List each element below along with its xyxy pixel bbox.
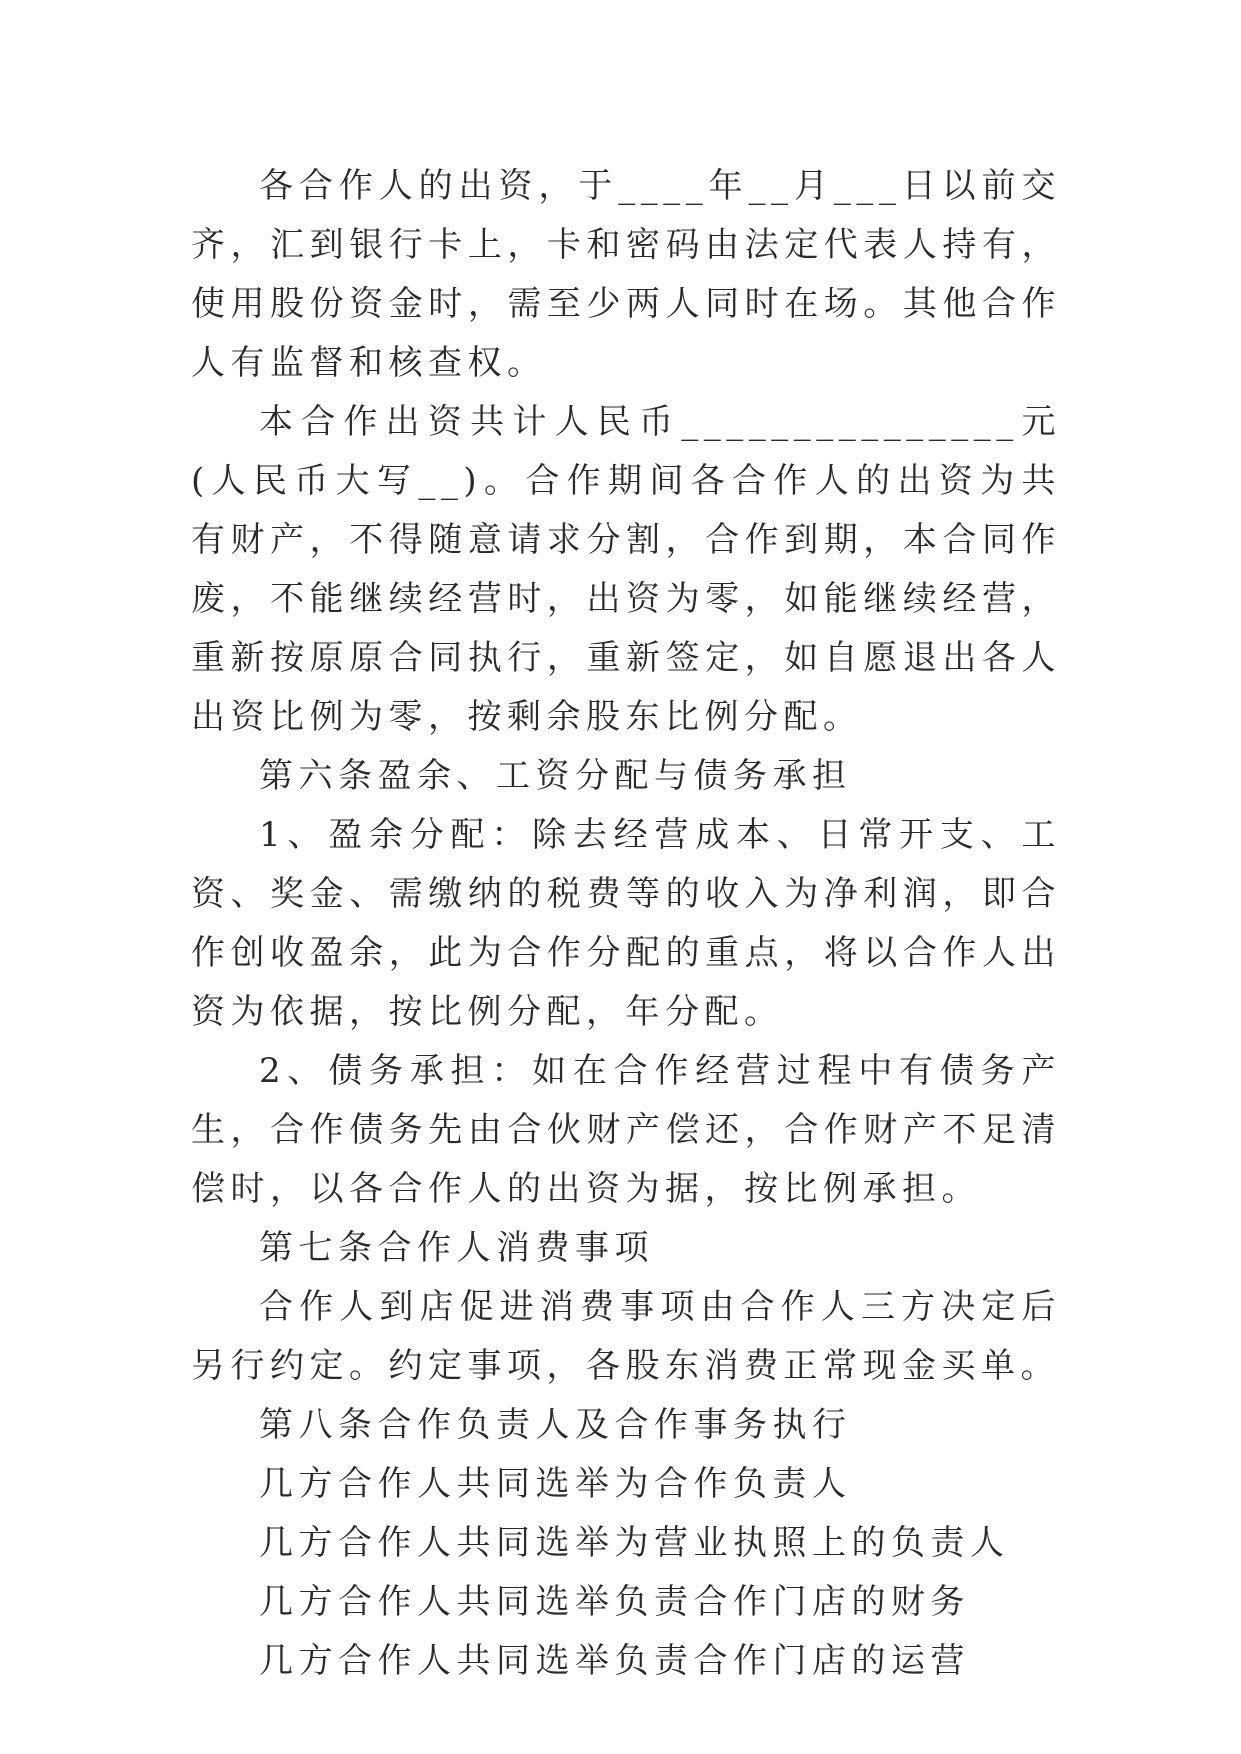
paragraph-elect-leader: 几方合作人共同选举为合作负责人 <box>259 1464 852 1504</box>
article-7-heading: 第七条合作人消费事项 <box>259 1228 654 1268</box>
document-body <box>191 157 1061 1691</box>
paragraph-total-capital: 本合作出资共计人民币_______________元(人民币大写__)。合作期间各合作人的出资为共有财产，不得随意请求分割，合作到期，本合同作废，不能继续经营时，出资为零，如能继续经营，重新按原原合同执行，重新签定，如自愿退出各人出资比例为零，按剩余股东比例分配。 <box>191 402 1061 737</box>
article-6-heading: 第六条盈余、工资分配与债务承担 <box>259 756 852 796</box>
article-8-heading: 第八条合作负责人及合作事务执行 <box>259 1405 852 1445</box>
paragraph-debt-bearing: 2、债务承担：如在合作经营过程中有债务产生，合作债务先由合伙财产偿还，合作财产不足清偿时，以各合作人的出资为据，按比例承担。 <box>191 1051 1061 1209</box>
paragraph-profit-distribution: 1、盈余分配：除去经营成本、日常开支、工资、奖金、需缴纳的税费等的收入为净利润，即合作创收盈余，此为合作分配的重点，将以合作人出资为依据，按比例分配，年分配。 <box>191 815 1061 1032</box>
paragraph-capital-payment: 各合作人的出资，于____年__月___日以前交齐，汇到银行卡上，卡和密码由法定代表人持有，使用股份资金时，需至少两人同时在场。其他合作人有监督和核查权。 <box>191 166 1061 383</box>
paragraph-consumption-matters: 合作人到店促进消费事项由合作人三方决定后另行约定。约定事项，各股东消费正常现金买单。 <box>191 1287 1061 1386</box>
paragraph-elect-finance: 几方合作人共同选举负责合作门店的财务 <box>259 1582 970 1622</box>
paragraph-elect-license-holder: 几方合作人共同选举为营业执照上的负责人 <box>259 1523 1010 1563</box>
paragraph-elect-operations: 几方合作人共同选举负责合作门店的运营 <box>259 1641 970 1681</box>
